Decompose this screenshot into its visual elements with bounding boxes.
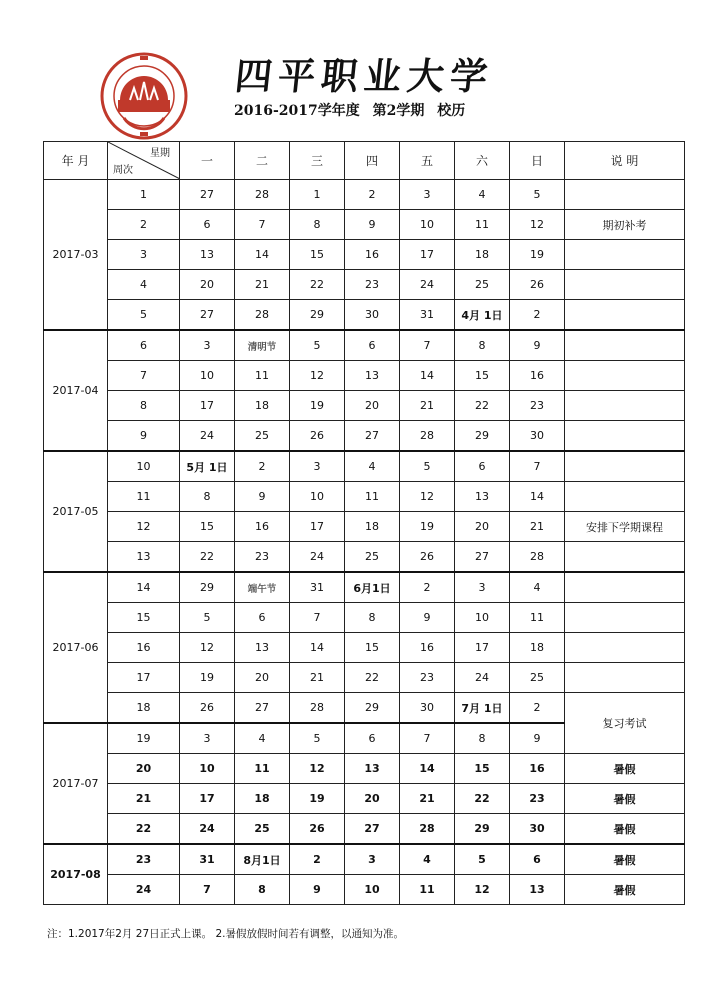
note-cell	[565, 482, 685, 512]
day-cell: 28	[510, 542, 565, 573]
day-cell: 15	[455, 754, 510, 784]
week-row	[44, 754, 685, 784]
week-row	[44, 240, 685, 270]
week-number: 23	[108, 844, 180, 875]
day-cell: 17	[180, 784, 235, 814]
day-cell: 13	[510, 875, 565, 905]
week-row	[44, 633, 685, 663]
day-cell: 10	[290, 482, 345, 512]
day-cell: 2	[400, 572, 455, 603]
week-number: 10	[108, 451, 180, 482]
week-number: 7	[108, 361, 180, 391]
note-cell	[565, 300, 685, 331]
day-header-tue: 二	[235, 142, 290, 180]
week-row	[44, 784, 685, 814]
week-number: 9	[108, 421, 180, 452]
day-cell: 9	[345, 210, 400, 240]
week-row	[44, 512, 685, 542]
day-cell: 29	[180, 572, 235, 603]
day-cell: 3	[455, 572, 510, 603]
note-cell: 暑假	[565, 784, 685, 814]
day-cell: 27	[455, 542, 510, 573]
day-cell: 6	[180, 210, 235, 240]
day-cell: 7	[290, 603, 345, 633]
day-cell: 27	[345, 814, 400, 845]
week-row	[44, 210, 685, 240]
day-cell: 12	[180, 633, 235, 663]
day-cell: 7	[235, 210, 290, 240]
week-number: 24	[108, 875, 180, 905]
week-row	[44, 391, 685, 421]
week-weekday-corner-header	[108, 142, 180, 180]
day-cell: 3	[400, 180, 455, 210]
day-cell: 15	[180, 512, 235, 542]
day-cell: 4	[455, 180, 510, 210]
week-row	[44, 361, 685, 391]
day-cell: 22	[180, 542, 235, 573]
day-cell: 22	[290, 270, 345, 300]
day-cell: 18	[345, 512, 400, 542]
week-row	[44, 603, 685, 633]
month-label: 2017-06	[44, 572, 108, 723]
week-row	[44, 572, 685, 603]
day-cell: 清明节	[235, 330, 290, 361]
day-cell: 2	[290, 844, 345, 875]
note-cell	[565, 603, 685, 633]
day-cell: 4	[510, 572, 565, 603]
day-cell: 18	[235, 784, 290, 814]
day-cell: 18	[455, 240, 510, 270]
week-number: 4	[108, 270, 180, 300]
day-cell: 23	[345, 270, 400, 300]
day-cell: 21	[290, 663, 345, 693]
day-cell: 8月1日	[235, 844, 290, 875]
day-cell: 24	[180, 814, 235, 845]
day-cell: 17	[400, 240, 455, 270]
day-cell: 9	[510, 330, 565, 361]
weekday-label: 星期	[150, 148, 170, 159]
note-cell	[565, 180, 685, 210]
week-row	[44, 693, 685, 724]
note-cell	[565, 361, 685, 391]
day-cell: 13	[345, 754, 400, 784]
week-number: 14	[108, 572, 180, 603]
day-cell: 12	[510, 210, 565, 240]
day-cell: 24	[400, 270, 455, 300]
academic-calendar-table	[43, 141, 685, 905]
day-cell: 28	[290, 693, 345, 724]
day-cell: 25	[510, 663, 565, 693]
header-row	[44, 142, 685, 180]
day-cell: 28	[400, 814, 455, 845]
note-cell: 安排下学期课程	[565, 512, 685, 542]
day-cell: 17	[455, 633, 510, 663]
day-cell: 31	[400, 300, 455, 331]
day-cell: 17	[180, 391, 235, 421]
day-cell: 28	[400, 421, 455, 452]
note-cell: 暑假	[565, 875, 685, 905]
week-number: 1	[108, 180, 180, 210]
day-cell: 26	[180, 693, 235, 724]
day-cell: 21	[235, 270, 290, 300]
day-cell: 6	[510, 844, 565, 875]
week-row	[44, 451, 685, 482]
day-cell: 19	[290, 784, 345, 814]
day-cell: 9	[290, 875, 345, 905]
university-logo	[100, 52, 188, 140]
week-row	[44, 663, 685, 693]
day-cell: 25	[235, 421, 290, 452]
note-cell	[565, 421, 685, 452]
day-cell: 21	[400, 391, 455, 421]
note-cell	[565, 270, 685, 300]
week-row	[44, 814, 685, 845]
day-cell: 21	[510, 512, 565, 542]
day-cell: 12	[400, 482, 455, 512]
month-column-header: 年 月	[44, 142, 108, 180]
day-cell: 29	[345, 693, 400, 724]
day-cell: 10	[400, 210, 455, 240]
day-cell: 5	[180, 603, 235, 633]
day-header-sat: 六	[455, 142, 510, 180]
calendar-subtitle: 2016-2017学年度 第2学期 校历	[234, 103, 466, 119]
day-cell: 14	[400, 754, 455, 784]
day-cell: 26	[510, 270, 565, 300]
day-cell: 25	[235, 814, 290, 845]
day-cell: 11	[235, 754, 290, 784]
day-cell: 25	[455, 270, 510, 300]
day-cell: 19	[180, 663, 235, 693]
note-cell	[565, 633, 685, 663]
week-row	[44, 844, 685, 875]
day-cell: 29	[290, 300, 345, 331]
day-cell: 5月 1日	[180, 451, 235, 482]
day-cell: 6	[345, 330, 400, 361]
day-cell: 24	[290, 542, 345, 573]
week-number: 13	[108, 542, 180, 573]
day-cell: 26	[290, 814, 345, 845]
day-cell: 18	[510, 633, 565, 663]
week-row	[44, 270, 685, 300]
day-cell: 7	[400, 330, 455, 361]
day-cell: 8	[180, 482, 235, 512]
day-cell: 15	[290, 240, 345, 270]
note-cell: 暑假	[565, 754, 685, 784]
day-cell: 21	[400, 784, 455, 814]
day-header-fri: 五	[400, 142, 455, 180]
university-seal-icon	[100, 52, 188, 140]
day-cell: 31	[290, 572, 345, 603]
month-label: 2017-03	[44, 180, 108, 331]
day-cell: 16	[400, 633, 455, 663]
day-cell: 5	[290, 723, 345, 754]
day-cell: 31	[180, 844, 235, 875]
week-row	[44, 421, 685, 452]
day-cell: 5	[510, 180, 565, 210]
day-cell: 3	[345, 844, 400, 875]
week-number: 22	[108, 814, 180, 845]
week-number: 5	[108, 300, 180, 331]
day-cell: 30	[510, 814, 565, 845]
day-cell: 19	[400, 512, 455, 542]
day-cell: 29	[455, 814, 510, 845]
day-cell: 13	[180, 240, 235, 270]
day-cell: 5	[455, 844, 510, 875]
day-cell: 16	[510, 754, 565, 784]
week-number: 6	[108, 330, 180, 361]
day-cell: 29	[455, 421, 510, 452]
week-number: 8	[108, 391, 180, 421]
day-cell: 12	[290, 754, 345, 784]
day-cell: 22	[455, 784, 510, 814]
day-cell: 7	[180, 875, 235, 905]
day-cell: 11	[455, 210, 510, 240]
month-label: 2017-07	[44, 723, 108, 844]
day-cell: 11	[345, 482, 400, 512]
day-cell: 30	[400, 693, 455, 724]
day-cell: 13	[235, 633, 290, 663]
day-cell: 23	[235, 542, 290, 573]
day-cell: 27	[345, 421, 400, 452]
day-cell: 18	[235, 391, 290, 421]
week-row	[44, 180, 685, 210]
day-cell: 11	[400, 875, 455, 905]
day-cell: 11	[235, 361, 290, 391]
day-cell: 7月 1日	[455, 693, 510, 724]
day-cell: 8	[235, 875, 290, 905]
note-cell	[565, 240, 685, 270]
note-cell: 期初补考	[565, 210, 685, 240]
week-row	[44, 875, 685, 905]
day-cell: 10	[345, 875, 400, 905]
day-cell: 12	[455, 875, 510, 905]
day-cell: 5	[400, 451, 455, 482]
day-cell: 24	[180, 421, 235, 452]
day-cell: 8	[345, 603, 400, 633]
day-cell: 6	[455, 451, 510, 482]
day-cell: 30	[345, 300, 400, 331]
day-cell: 30	[510, 421, 565, 452]
month-label: 2017-08	[44, 844, 108, 905]
day-cell: 6	[345, 723, 400, 754]
day-cell: 1	[290, 180, 345, 210]
day-cell: 10	[180, 361, 235, 391]
day-cell: 19	[510, 240, 565, 270]
day-cell: 10	[455, 603, 510, 633]
day-cell: 7	[400, 723, 455, 754]
day-cell: 4月 1日	[455, 300, 510, 331]
calendar-body	[44, 180, 685, 905]
note-cell: 复习考试	[565, 693, 685, 754]
week-number: 21	[108, 784, 180, 814]
day-cell: 16	[510, 361, 565, 391]
day-cell: 3	[180, 330, 235, 361]
day-cell: 7	[510, 451, 565, 482]
week-number: 2	[108, 210, 180, 240]
day-cell: 3	[290, 451, 345, 482]
day-cell: 27	[180, 180, 235, 210]
note-cell	[565, 572, 685, 603]
week-row	[44, 330, 685, 361]
day-cell: 17	[290, 512, 345, 542]
day-cell: 13	[345, 361, 400, 391]
day-cell: 10	[180, 754, 235, 784]
day-cell: 16	[235, 512, 290, 542]
month-label: 2017-04	[44, 330, 108, 451]
day-cell: 22	[455, 391, 510, 421]
month-label: 2017-05	[44, 451, 108, 572]
day-cell: 2	[345, 180, 400, 210]
day-cell: 20	[455, 512, 510, 542]
day-cell: 3	[180, 723, 235, 754]
day-cell: 9	[510, 723, 565, 754]
day-cell: 28	[235, 180, 290, 210]
day-cell: 23	[510, 391, 565, 421]
week-number: 12	[108, 512, 180, 542]
week-row	[44, 482, 685, 512]
day-cell: 14	[235, 240, 290, 270]
day-cell: 2	[510, 693, 565, 724]
day-cell: 2	[510, 300, 565, 331]
day-cell: 15	[345, 633, 400, 663]
note-cell	[565, 451, 685, 482]
week-number: 20	[108, 754, 180, 784]
day-header-sun: 日	[510, 142, 565, 180]
day-cell: 28	[235, 300, 290, 331]
day-cell: 24	[455, 663, 510, 693]
day-cell: 25	[345, 542, 400, 573]
week-number: 18	[108, 693, 180, 724]
day-cell: 9	[400, 603, 455, 633]
day-cell: 8	[290, 210, 345, 240]
day-cell: 20	[345, 784, 400, 814]
week-number: 11	[108, 482, 180, 512]
day-cell: 12	[290, 361, 345, 391]
day-cell: 14	[400, 361, 455, 391]
note-cell: 暑假	[565, 814, 685, 845]
week-number-label: 周次	[113, 165, 133, 176]
note-cell	[565, 663, 685, 693]
day-cell: 20	[235, 663, 290, 693]
note-cell	[565, 542, 685, 573]
day-header-mon: 一	[180, 142, 235, 180]
week-row	[44, 300, 685, 331]
day-cell: 23	[400, 663, 455, 693]
day-cell: 4	[345, 451, 400, 482]
week-number: 19	[108, 723, 180, 754]
day-cell: 端午节	[235, 572, 290, 603]
note-cell	[565, 330, 685, 361]
day-cell: 6月1日	[345, 572, 400, 603]
day-cell: 26	[400, 542, 455, 573]
day-cell: 14	[510, 482, 565, 512]
note-cell: 暑假	[565, 844, 685, 875]
day-cell: 23	[510, 784, 565, 814]
day-header-thu: 四	[345, 142, 400, 180]
day-cell: 4	[400, 844, 455, 875]
day-cell: 11	[510, 603, 565, 633]
day-cell: 4	[235, 723, 290, 754]
week-number: 3	[108, 240, 180, 270]
week-number: 17	[108, 663, 180, 693]
day-cell: 15	[455, 361, 510, 391]
day-cell: 20	[180, 270, 235, 300]
note-cell	[565, 391, 685, 421]
day-cell: 14	[290, 633, 345, 663]
notes-column-header: 说 明	[565, 142, 685, 180]
day-cell: 19	[290, 391, 345, 421]
day-cell: 2	[235, 451, 290, 482]
day-header-wed: 三	[290, 142, 345, 180]
day-cell: 22	[345, 663, 400, 693]
day-cell: 8	[455, 723, 510, 754]
week-number: 16	[108, 633, 180, 663]
day-cell: 20	[345, 391, 400, 421]
day-cell: 27	[235, 693, 290, 724]
day-cell: 26	[290, 421, 345, 452]
day-cell: 9	[235, 482, 290, 512]
week-number: 15	[108, 603, 180, 633]
footnote: 注：1.2017年2月 27日正式上课。 2.暑假放假时间若有调整，以通知为准。	[47, 928, 404, 940]
day-cell: 27	[180, 300, 235, 331]
day-cell: 6	[235, 603, 290, 633]
day-cell: 5	[290, 330, 345, 361]
week-row	[44, 542, 685, 573]
day-cell: 8	[455, 330, 510, 361]
university-title: 四平职业大学	[232, 54, 496, 98]
day-cell: 13	[455, 482, 510, 512]
day-cell: 16	[345, 240, 400, 270]
